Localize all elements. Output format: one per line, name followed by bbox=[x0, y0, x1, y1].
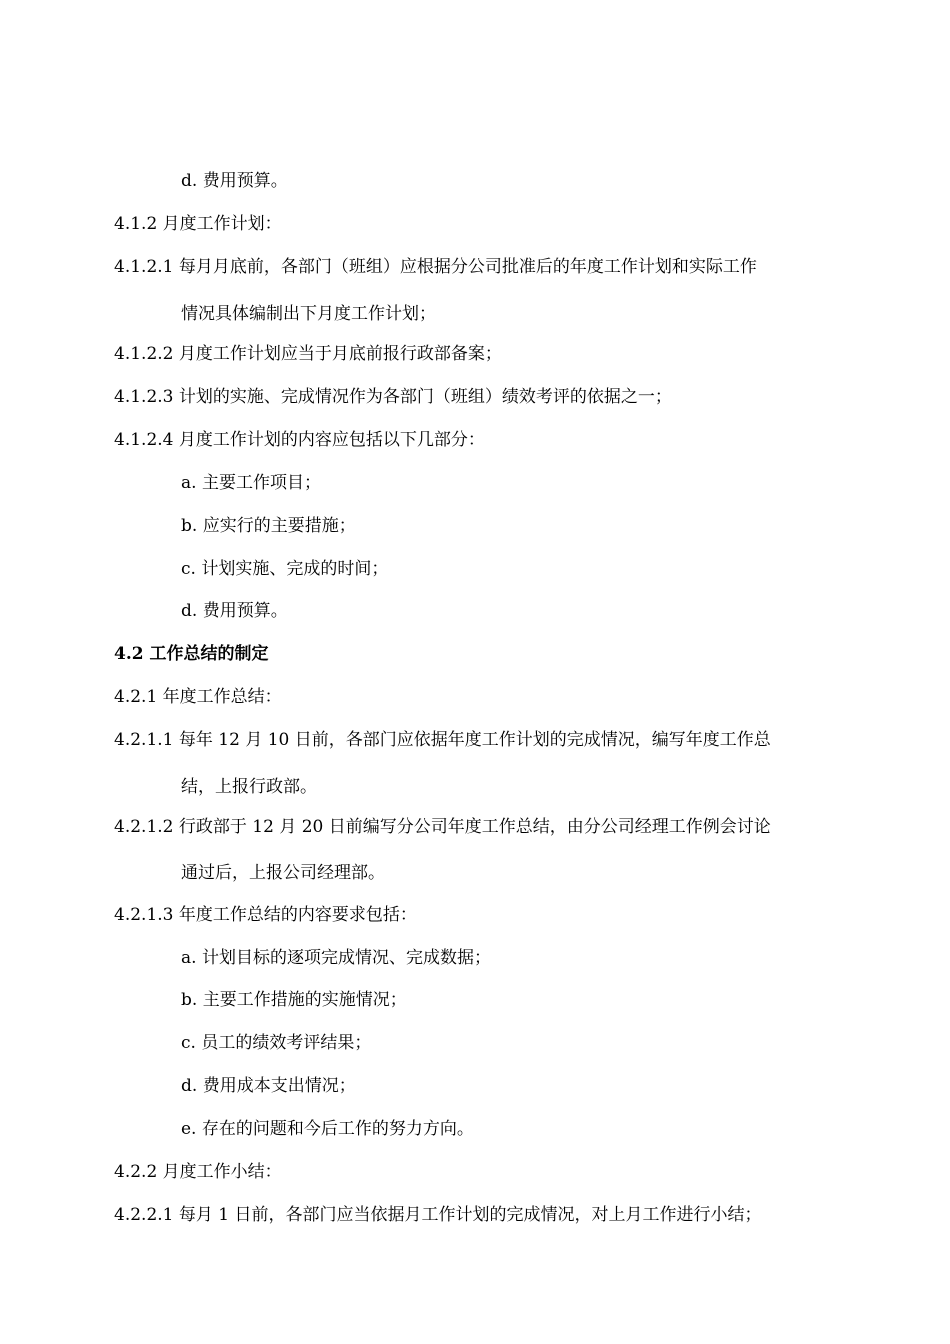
section-heading-4-2-2: 4.2.2 月度工作小结： bbox=[114, 1162, 282, 1182]
paragraph-4-1-2-1-cont: 情况具体编制出下月度工作计划； bbox=[181, 304, 436, 324]
paragraph-4-1-2-3: 4.1.2.3 计划的实施、完成情况作为各部门（班组）绩效考评的依据之一； bbox=[114, 387, 672, 407]
list-item-a-2: a. 计划目标的逐项完成情况、完成数据； bbox=[181, 948, 491, 968]
list-item-a: a. 主要工作项目； bbox=[181, 473, 321, 493]
paragraph-4-1-2-1: 4.1.2.1 每月月底前，各部门（班组）应根据分公司批准后的年度工作计划和实际工作 bbox=[114, 257, 757, 277]
paragraph-4-2-2-1: 4.2.2.1 每月 1 日前，各部门应当依据月工作计划的完成情况，对上月工作进行小结； bbox=[114, 1205, 762, 1225]
list-item-d: d. 费用预算。 bbox=[181, 601, 288, 621]
list-item-d-2: d. 费用成本支出情况； bbox=[181, 1076, 356, 1096]
list-item-d-budget: d. 费用预算。 bbox=[181, 171, 288, 191]
section-heading-4-1-2: 4.1.2 月度工作计划： bbox=[114, 214, 282, 234]
list-item-c-2: c. 员工的绩效考评结果； bbox=[181, 1033, 372, 1053]
list-item-b-2: b. 主要工作措施的实施情况； bbox=[181, 990, 407, 1010]
section-heading-4-2: 4.2 工作总结的制定 bbox=[114, 644, 269, 664]
list-item-c: c. 计划实施、完成的时间； bbox=[181, 559, 389, 579]
paragraph-4-1-2-4: 4.1.2.4 月度工作计划的内容应包括以下几部分： bbox=[114, 430, 485, 450]
paragraph-4-2-1-3: 4.2.1.3 年度工作总结的内容要求包括： bbox=[114, 905, 417, 925]
section-heading-4-2-1: 4.2.1 年度工作总结： bbox=[114, 687, 282, 707]
paragraph-4-2-1-2-cont: 通过后，上报公司经理部。 bbox=[181, 863, 385, 883]
paragraph-4-2-1-1: 4.2.1.1 每年 12 月 10 日前，各部门应依据年度工作计划的完成情况，编写年度工作总 bbox=[114, 730, 771, 750]
paragraph-4-2-1-2: 4.2.1.2 行政部于 12 月 20 日前编写分公司年度工作总结，由分公司经理工作例会讨论 bbox=[114, 817, 771, 837]
paragraph-4-2-1-1-cont: 结，上报行政部。 bbox=[181, 777, 317, 797]
paragraph-4-1-2-2: 4.1.2.2 月度工作计划应当于月底前报行政部备案； bbox=[114, 344, 502, 364]
list-item-b: b. 应实行的主要措施； bbox=[181, 516, 356, 536]
list-item-e-2: e. 存在的问题和今后工作的努力方向。 bbox=[181, 1119, 474, 1139]
